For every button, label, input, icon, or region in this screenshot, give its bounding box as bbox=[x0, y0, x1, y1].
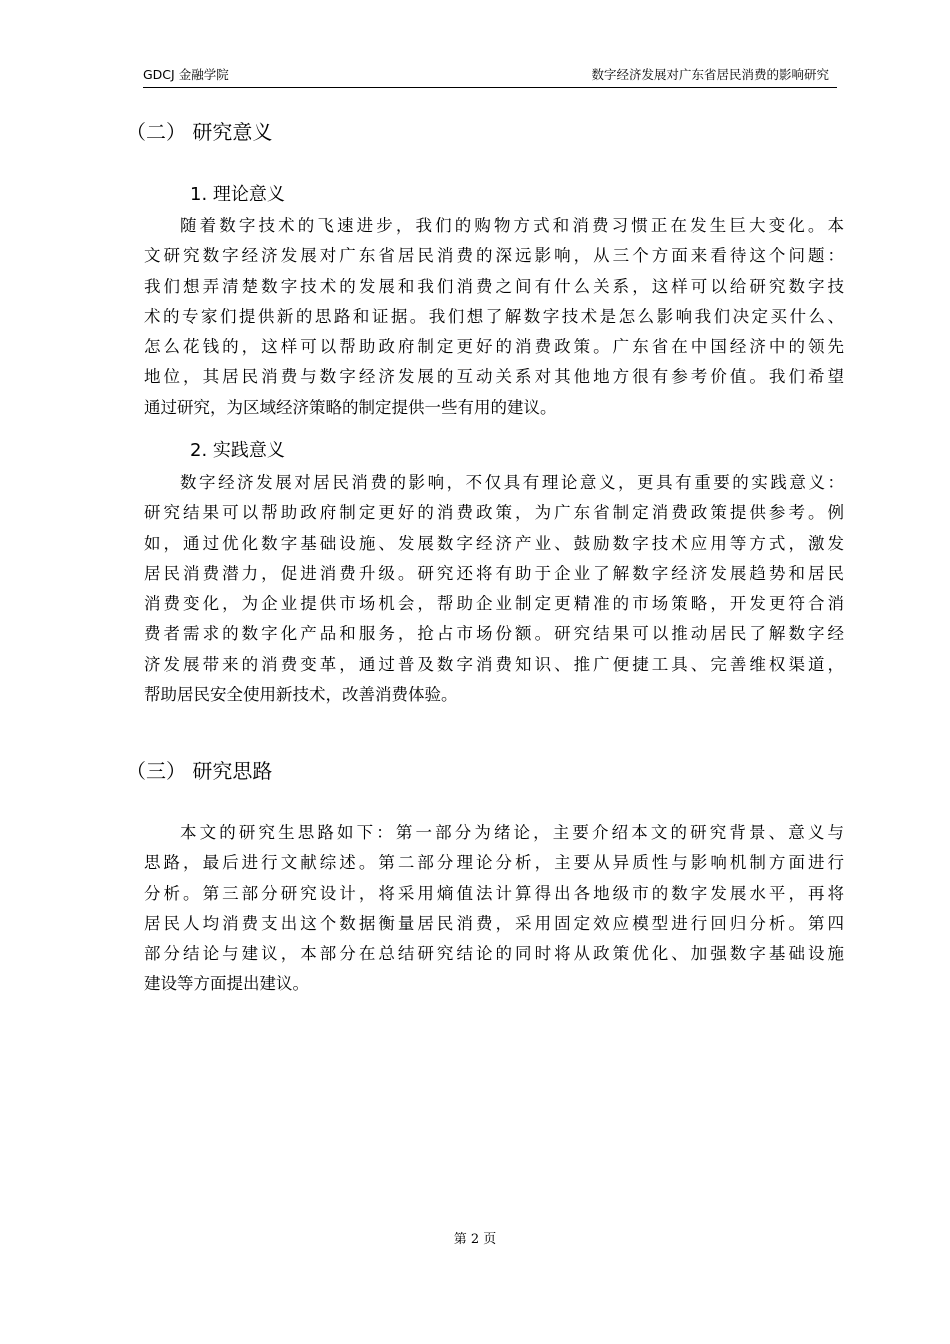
paragraph-practical bbox=[144, 468, 844, 710]
text-line: 地位，其居民消费与数字经济发展的互动关系对其他地方很有参考价值。我们希望 bbox=[144, 367, 844, 387]
header-paper-title: 数字经济发展对广东省居民消费的影响研究 bbox=[591, 67, 829, 82]
text-line: 济发展带来的消费变革，通过普及数字消费知识、推广便捷工具、完善维权渠道， bbox=[144, 654, 844, 674]
section-title-approach: （三） 研究思路 bbox=[126, 759, 273, 783]
subsection-title-theoretical: 1. 理论意义 bbox=[190, 184, 285, 205]
subsection-title-practical: 2. 实践意义 bbox=[190, 440, 285, 461]
text-line: 本文的研究生思路如下：第一部分为绪论，主要介绍本文的研究背景、意义与 bbox=[180, 823, 844, 842]
text-line: 文研究数字经济发展对广东省居民消费的深远影响，从三个方面来看待这个问题： bbox=[144, 246, 844, 266]
page-header bbox=[143, 66, 837, 88]
text-line: 通过研究，为区域经济策略的制定提供一些有用的建议。 bbox=[144, 397, 557, 417]
paragraph-approach bbox=[144, 818, 844, 1000]
text-line: 居民消费潜力，促进消费升级。研究还将有助于企业了解数字经济发展趋势和居民 bbox=[144, 563, 844, 583]
text-line: 如，通过优化数字基础设施、发展数字经济产业、鼓励数字技术应用等方式，激发 bbox=[144, 533, 844, 553]
header-institution: GDCJ 金融学院 bbox=[143, 67, 229, 82]
text-line: 怎么花钱的，这样可以帮助政府制定更好的消费政策。广东省在中国经济中的领先 bbox=[144, 337, 844, 357]
text-line: 帮助居民安全使用新技术，改善消费体验。 bbox=[144, 685, 458, 705]
text-line: 术的专家们提供新的思路和证据。我们想了解数字技术是怎么影响我们决定买什么、 bbox=[144, 306, 844, 326]
text-line: 费者需求的数字化产品和服务，抢占市场份额。研究结果可以推动居民了解数字经 bbox=[144, 624, 844, 644]
text-line: 居民人均消费支出这个数据衡量居民消费，采用固定效应模型进行回归分析。第四 bbox=[144, 913, 844, 933]
text-line: 部分结论与建议，本部分在总结研究结论的同时将从政策优化、加强数字基础设施 bbox=[144, 944, 844, 964]
text-line: 随着数字技术的飞速进步，我们的购物方式和消费习惯正在发生巨大变化。本 bbox=[180, 216, 844, 235]
text-line: 数字经济发展对居民消费的影响，不仅具有理论意义，更具有重要的实践意义： bbox=[180, 473, 844, 492]
text-line: 我们想弄清楚数字技术的发展和我们消费之间有什么关系，这样可以给研究数字技 bbox=[144, 276, 844, 296]
text-line: 分析。第三部分研究设计，将采用熵值法计算得出各地级市的数字发展水平，再将 bbox=[144, 883, 844, 903]
paragraph-theoretical bbox=[144, 211, 844, 423]
section-title-significance: （二） 研究意义 bbox=[126, 120, 273, 144]
page-number: 第 2 页 bbox=[453, 1232, 497, 1247]
text-line: 研究结果可以帮助政府制定更好的消费政策，为广东省制定消费政策提供参考。例 bbox=[144, 503, 844, 523]
text-line: 思路，最后进行文献综述。第二部分理论分析，主要从异质性与影响机制方面进行 bbox=[144, 853, 844, 873]
text-line: 建设等方面提出建议。 bbox=[144, 974, 309, 994]
text-line: 消费变化，为企业提供市场机会，帮助企业制定更精准的市场策略，开发更符合消 bbox=[144, 594, 844, 614]
